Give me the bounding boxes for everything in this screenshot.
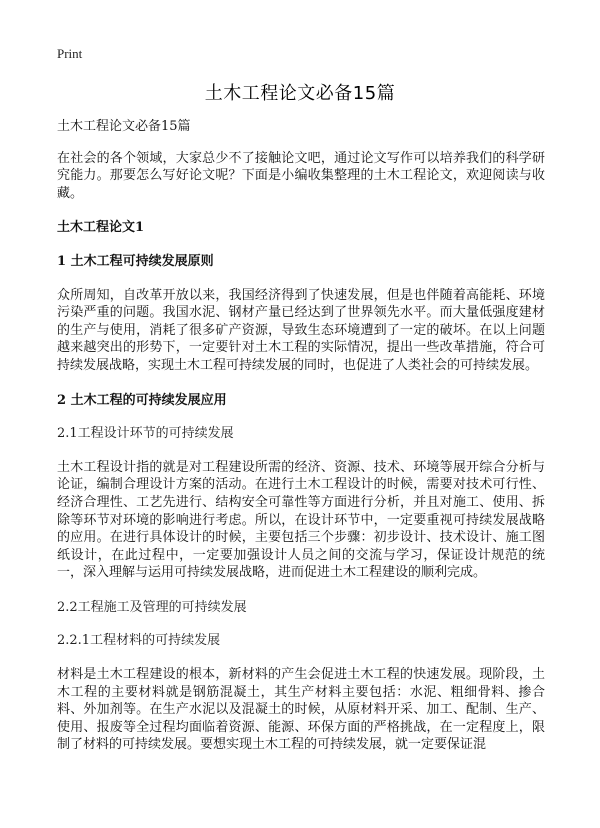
heading-2-2: 2.2工程施工及管理的可持续发展 xyxy=(57,599,247,615)
intro-paragraph: 在社会的各个领域，大家总少不了接触论文吧，通过论文写作可以培养我们的科学研究能力。那要怎么写好论文呢？下面是小编收集整理的土木工程论文，欢迎阅读与收藏。 xyxy=(57,150,545,201)
article-subtitle: 土木工程论文必备15篇 xyxy=(57,119,191,134)
heading-1: 1 土木工程可持续发展原则 xyxy=(57,253,214,269)
paragraph-3: 材料是土木工程建设的根本，新材料的产生会促进土木工程的快速发展。现阶段，土木工程的主要材料就是钢筋混凝土，其生产材料主要包括：水泥、粗细骨料、掺合料、外加剂等。在生产水泥以及混凝土的时候，从原材料开采、加工、配制、生产、使用、报废等全过程均面临着资源、能源、环保方面的严格挑战，在一定程度上，限制了材料的可持续发展。要想实现土木工程的可持续发展，就一定要保证混 xyxy=(57,667,545,753)
paragraph-1: 众所周知，自改革开放以来，我国经济得到了快速发展，但是也伴随着高能耗、环境污染严重的问题。我国水泥、钢材产量已经达到了世界领先水平。而大量低强度建材的生产与使用，消耗了很多矿产资源，导致生态环境遭到了一定的破坏。在以上问题越来越突出的形势下，一定要针对土木工程的实际情况，提出一些改革措施，符合可持续发展战略，实现土木工程可持续发展的同时，也促进了人类社会的可持续发展。 xyxy=(57,287,545,373)
print-link[interactable]: Print xyxy=(57,46,83,61)
heading-2-1: 2.1工程设计环节的可持续发展 xyxy=(57,426,234,442)
section-title: 土木工程论文1 xyxy=(57,220,145,236)
paragraph-2: 土木工程设计指的就是对工程建设所需的经济、资源、技术、环境等展开综合分析与论证，编制合理设计方案的活动。在进行土木工程设计的时候，需要对技术可行性、经济合理性、工艺先进行、结构安全可靠性等方面进行分析，并且对施工、使用、拆除等环节对环境的影响进行考虑。所以，在设计环节中，一定要重视可持续发展战略的应用。在进行具体设计的时候，主要包括三个步骤：初步设计、技术设计、施工图纸设计，在此过程中，一定要加强设计人员之间的交流与学习，保证设计规范的统一，深入理解与运用可持续发展战略，进而促进土木工程建设的顺利完成。 xyxy=(57,459,545,581)
page-title: 土木工程论文必备15篇 xyxy=(204,83,396,104)
article-body xyxy=(57,118,545,771)
heading-2-2-1: 2.2.1工程材料的可持续发展 xyxy=(57,633,221,649)
heading-2: 2 土木工程的可持续发展应用 xyxy=(57,392,227,408)
